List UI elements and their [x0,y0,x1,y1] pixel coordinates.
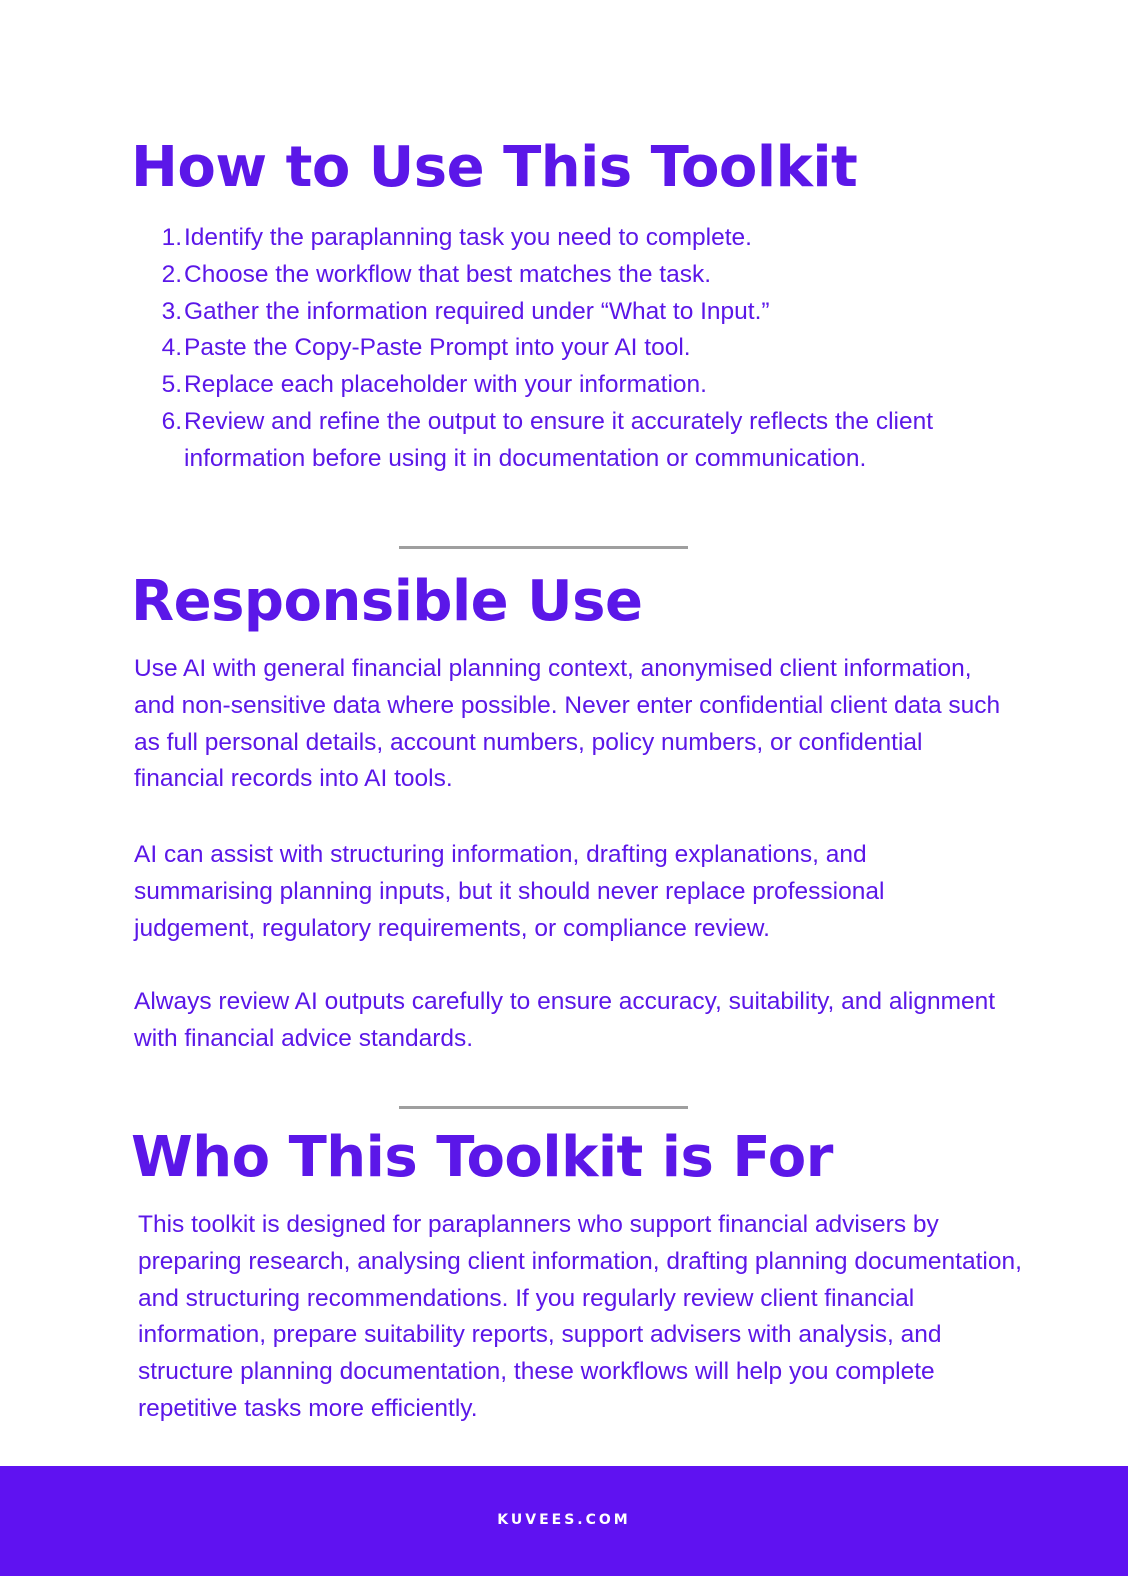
list-item [155,257,1015,294]
list-item [155,330,1015,367]
step-text: Review and refine the output to ensure it accurately reflects the client information before using it in documentation or communication. [184,407,934,472]
step-text: Identify the paraplanning task you need to complete. [184,224,752,251]
section-divider [399,1106,688,1109]
step-number: 5. [161,371,182,399]
responsible-use-heading: Responsible Use [131,569,643,634]
footer-site-link[interactable]: KUVEES.COM [497,1512,631,1528]
step-number: 3. [161,297,182,325]
step-text: Gather the information required under “What to Input.” [184,297,770,325]
list-item [155,220,1015,257]
who-for-heading: Who This Toolkit is For [131,1125,833,1190]
who-for-paragraph: This toolkit is designed for paraplanners who support financial advisers by preparing research, analysing client information, drafting planning documentation, and structuring recommendations. If you regularly review client financial information, prepare suitability reports, support advisers with analysis, and structure planning documentation, these workflows will help you complete repetitive tasks more efficiently. [138,1211,1022,1422]
step-text: Paste the Copy-Paste Prompt into your AI tool. [184,334,691,362]
responsible-use-paragraph-3: Always review AI outputs carefully to ensure accuracy, suitability, and alignment with financial advice standards. [134,988,996,1052]
how-to-use-heading: How to Use This Toolkit [131,135,858,200]
step-number: 2. [161,260,182,288]
step-number: 1. [161,224,182,251]
step-text: Replace each placeholder with your information. [184,371,707,399]
list-item [155,294,1015,331]
list-item [155,404,1015,478]
list-item [155,367,1015,404]
how-to-use-steps [155,220,1015,478]
step-number: 4. [161,334,182,362]
footer-bar [0,1466,1128,1576]
step-number: 6. [161,407,182,435]
responsible-use-paragraph-1: Use AI with general financial planning context, anonymised client information, and non-sensitive data where possible. Never enter confidential client data such as full personal details, account numbers, policy numbers, or confidential financial records into AI tools. [134,655,1001,793]
section-divider [399,546,688,549]
step-text: Choose the workflow that best matches the task. [184,260,712,288]
responsible-use-paragraph-2: AI can assist with structuring information, drafting explanations, and summarising planning inputs, but it should never replace professional judgement, regulatory requirements, or compliance review. [134,841,885,942]
